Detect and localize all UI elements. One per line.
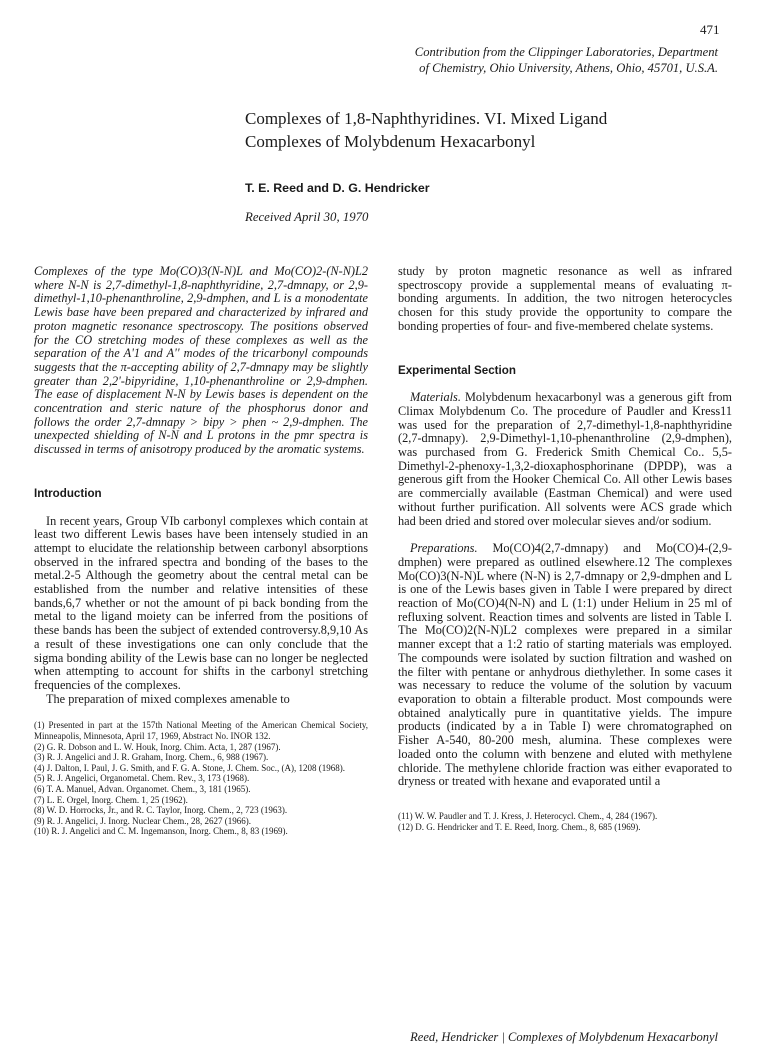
- left-column: [34, 265, 368, 837]
- received-date: Received April 30, 1970: [245, 210, 369, 224]
- preparations-text: Mo(CO)4(2,7-dmnapy) and Mo(CO)4-(2,9-dmphen) were prepared as outlined elsewhere.12 The complexes Mo(CO)3(N-N)L where (N-N) is 2,7-dmnapy or 2,9-dmphen and L is one of the Lewis bases given in Table I were prepared by direct reaction of Mo(CO)4(N-N) and L (1:1) under Helium in 25 ml of refluxing solvent. Reaction times and solvents are listed in Table I. The Mo(CO)2(N-N)L2 complexes were prepared in a similar manner except that a 1:2 ratio of starting materials was employed. The compounds were isolated by suction filtration and washed on the filter with pentane or anhydrous diethylether. In some cases it was necessary to reduce the volume of the solution by vacuum evaporation to obtain a filterable product. Most compounds were obtained analytically pure in quantitative yields. The impure products (indicated by a in Table I) were chromatographed on Fisher A-540, 80-200 mesh, alumina. These complexes were loaded onto the column with benzene and eluted with methylene chloride. The methylene chloride fraction was either evaporated to dryness or treated with hexane and evaporated until a: [398, 541, 732, 789]
- introduction-paragraph-1: In recent years, Group VIb carbonyl complexes which contain at least two different Lewis bases have been intensely studied in an attempt to elucidate the relationship between carbonyl absorptions observed in the infrared spectra and bonding of the bases to the metal.2-5 Although the geometry about the central metal can be established from the number and relative intensities of these bands,6,7 whether or not the amount of pi back bonding from the metal to the ligand moiety can be inferred from the positions of these bands has been the subject of extended controversy.8,9,10 As a result of these investigations one can only conclude that the sigma bonding ability of the Lewis base can no longer be neglected when attempting to account for shifts in the carbonyl stretching frequencies of the complexes.: [34, 513, 368, 692]
- materials-paragraph: [398, 391, 732, 528]
- experimental-heading: Experimental Section: [398, 363, 516, 377]
- footnotes-right: [398, 811, 732, 832]
- right-column: [398, 265, 732, 832]
- footnote-3: (3) R. J. Angelici and J. R. Graham, Inorg. Chem., 6, 988 (1967).: [34, 752, 269, 763]
- right-paragraph-1: study by proton magnetic resonance as well as infrared spectroscopy provide a supplemental means of evaluating π-bonding arguments. In addition, the two nitrogen heterocycles chosen for this study provide the opportunity to compare the bonding properties of four- and five-membered chelate systems.: [398, 264, 732, 333]
- footnote-1: (1) Presented in part at the 157th National Meeting of the American Chemical Society, Minneapolis, Minnesota, April 17, 1969, Abstract No. INOR 132.: [34, 720, 368, 741]
- footnote-5: (5) R. J. Angelici, Organometal. Chem. Rev., 3, 173 (1968).: [34, 773, 250, 784]
- title-line-1: Complexes of 1,8-Naphthyridines. VI. Mixed Ligand: [245, 109, 608, 128]
- footnote-10: (10) R. J. Angelici and C. M. Ingemanson, Inorg. Chem., 8, 83 (1969).: [34, 826, 288, 837]
- footnote-8: (8) W. D. Horrocks, Jr., and R. C. Taylor, Inorg. Chem., 2, 723 (1963).: [34, 805, 288, 816]
- preparations-paragraph: [398, 542, 732, 789]
- footnotes-left: [34, 720, 368, 837]
- footnote-4: (4) J. Dalton, I. Paul, J. G. Smith, and F. G. A. Stone, J. Chem. Soc., (A), 1208 (1968).: [34, 762, 346, 773]
- article-title: [245, 107, 715, 153]
- running-footer: Reed, Hendricker | Complexes of Molybdenum Hexacarbonyl: [410, 1030, 718, 1044]
- affiliation-line-2: of Chemistry, Ohio University, Athens, Ohio, 45701, U.S.A.: [419, 61, 718, 75]
- footnote-2: (2) G. R. Dobson and L. W. Houk, Inorg. Chim. Acta, 1, 287 (1967).: [34, 741, 281, 752]
- page-number: 471: [700, 22, 720, 37]
- preparations-label: Preparations.: [410, 541, 478, 556]
- authors: T. E. Reed and D. G. Hendricker: [245, 181, 430, 195]
- affiliation-line-1: Contribution from the Clippinger Laboratories, Department: [414, 45, 718, 59]
- materials-label: Materials.: [410, 390, 461, 405]
- introduction-paragraph-2: The preparation of mixed complexes amenable to: [46, 691, 290, 706]
- footnote-11: (11) W. W. Paudler and T. J. Kress, J. Heterocycl. Chem., 4, 284 (1967).: [398, 810, 658, 821]
- title-line-2: Complexes of Molybdenum Hexacarbonyl: [245, 132, 536, 151]
- introduction-heading: Introduction: [34, 486, 102, 500]
- abstract: Complexes of the type Mo(CO)3(N-N)L and Mo(CO)2-(N-N)L2 where N-N is 2,7-dimethyl-1,8-naphthyridine, 2,7-dmnapy, or 2,9-dimethyl-1,10-phenanthroline, 2,9-dmphen, and L is a monodentate Lewis base have been prepared and characterized by infrared and proton magnetic resonance spectroscopy. The positions observed for the CO stretching modes of these complexes as well as the separation of the A'1 and A'' modes of the tricarbonyl compounds suggests that the π-accepting ability of 2,7-dmnapy may be slightly greater than 2,2'-bipyridine, 1,10-phenanthroline or 2,9-dmphen. The ease of displacement N-N by Lewis bases is dependent on the concentration and steric nature of the phosphorus donor and follows the order 2,7-dmnapy > bipy > phen ~ 2,9-dmphen. The unexpected shielding of N-N and L protons in the pmr spectra is discussed in terms of anisotropy produced by the aromatic systems.: [34, 264, 368, 457]
- footnote-9: (9) R. J. Angelici, J. Inorg. Nuclear Chem., 28, 2627 (1966).: [34, 815, 252, 826]
- footnote-12: (12) D. G. Hendricker and T. E. Reed, Inorg. Chem., 8, 685 (1969).: [398, 821, 641, 832]
- affiliation: [258, 44, 718, 76]
- footnote-6: (6) T. A. Manuel, Advan. Organomet. Chem., 3, 181 (1965).: [34, 783, 251, 794]
- footnote-7: (7) L. E. Orgel, Inorg. Chem. 1, 25 (1962).: [34, 794, 188, 805]
- materials-text: Molybdenum hexacarbonyl was a generous gift from Climax Molybdenum Co. The procedure of Paudler and Kress11 was used for the preparation of 2,7-dimethyl-1,8-naphthyridine (2,7-dmnapy). 2,9-Dimethyl-1,10-phenanthroline (2,9-dmphen), was purchased from G. Frederick Smith Chemical Co.. 5,5-Dimethyl-2-phenoxy-1,3,2-dioxaphosphorinane (DPDP), was a generous gift from the Hooker Chemical Co. All other Lewis bases are commercially available (Eastman Chemical) and were used without further purification. All solvents were ACS grade which had been dried and stored over molecular sieves and/or sodium.: [398, 390, 732, 528]
